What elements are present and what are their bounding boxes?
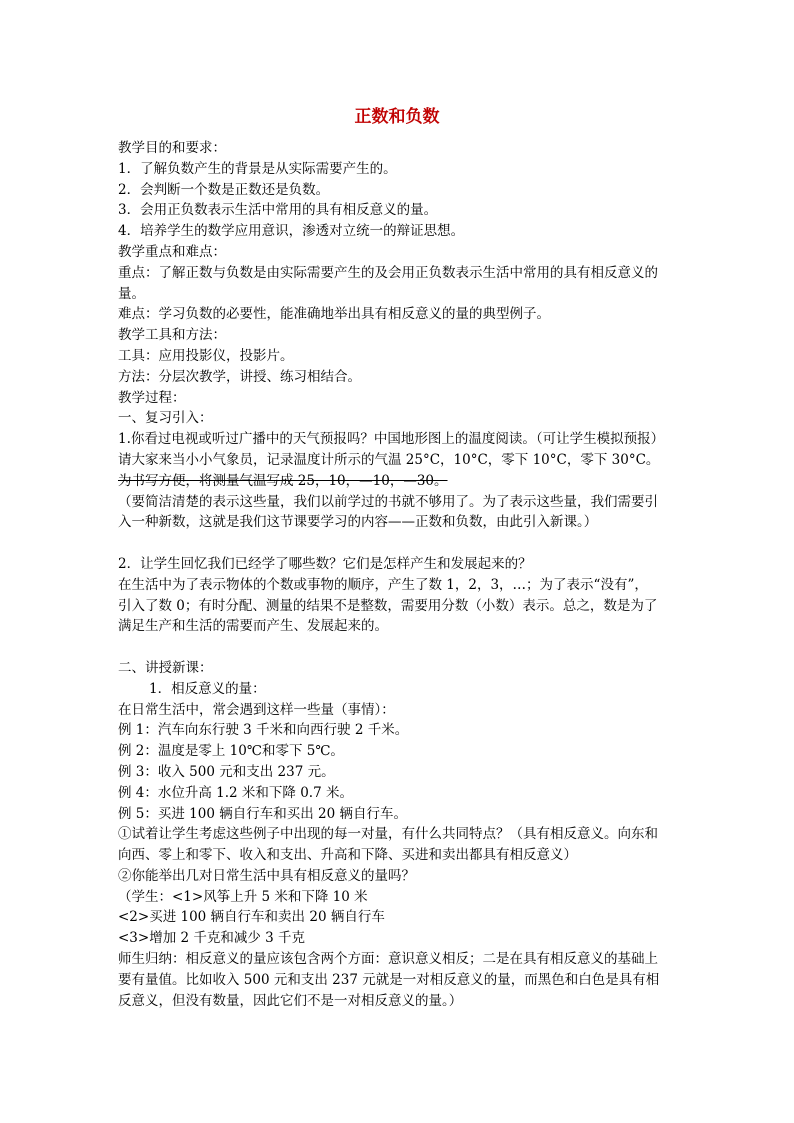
text-line: 3．会用正负数表示生活中常用的具有相反意义的量。 bbox=[118, 202, 438, 219]
example-line: 例 1：汽车向东行驶 3 千米和向西行驶 2 千米。 bbox=[118, 722, 409, 739]
example-line: 例 2：温度是零上 10℃和零下 5℃。 bbox=[118, 743, 344, 760]
text-line: 引入了数 0；有时分配、测量的结果不是整数，需要用分数（小数）表示。总之，数是为了 bbox=[118, 597, 658, 614]
subsection-heading: 1．相反意义的量： bbox=[149, 680, 266, 697]
text-line: 入一种新数，这就是我们这节课要学习的内容——正数和负数，由此引入新课。） bbox=[118, 514, 598, 531]
text-line: 反意义，但没有数量，因此它们不是一对相反意义的量。） bbox=[118, 992, 463, 1009]
text-line: 量。 bbox=[118, 285, 145, 302]
text-line: 1.你看过电视或听过广播中的天气预报吗？中国地形图上的温度阅读。（可让学生模拟预报） bbox=[118, 431, 665, 448]
section-heading: 二、讲授新课： bbox=[118, 659, 213, 676]
page-title: 正数和负数 bbox=[354, 107, 440, 127]
text-line: 方法：分层次教学，讲授、练习相结合。 bbox=[118, 368, 361, 385]
text-line: 师生归纳：相反意义的量应该包含两个方面：意识意义相反；二是在具有相反意义的基础上 bbox=[118, 951, 658, 968]
text-line: ①试着让学生考虑这些例子中出现的每一对量，有什么共同特点？（具有相反意义。向东和 bbox=[118, 826, 658, 843]
text-line: 在日常生活中，常会遇到这样一些量（事情）： bbox=[118, 701, 395, 718]
text-line: <3>增加 2 千克和减少 3 千克 bbox=[118, 930, 306, 947]
text-line: 工具：应用投影仪，投影片。 bbox=[118, 347, 294, 364]
example-line: 例 3：收入 500 元和支出 237 元。 bbox=[118, 763, 335, 780]
text-line: 教学过程： bbox=[118, 389, 186, 406]
struck-text-line: 为书写方便，将测量气温写成 25，10，—10，—30。 bbox=[118, 472, 448, 489]
text-line: 难点：学习负数的必要性，能准确地举出具有相反意义的量的典型例子。 bbox=[118, 306, 550, 323]
text-line: 2．会判断一个数是正数还是负数。 bbox=[118, 181, 330, 198]
text-line: 教学目的和要求： bbox=[118, 140, 226, 156]
text-line: 满足生产和生活的需要而产生、发展起来的。 bbox=[118, 618, 388, 635]
text-line: ②你能举出几对日常生活中具有相反意义的量吗？ bbox=[118, 867, 415, 884]
text-line: 教学工具和方法： bbox=[118, 327, 226, 344]
example-line: 例 4：水位升高 1.2 米和下降 0.7 米。 bbox=[118, 784, 353, 801]
text-line: 教学重点和难点： bbox=[118, 243, 226, 260]
text-line: （要简洁清楚的表示这些量，我们以前学过的书就不够用了。为了表示这些量，我们需要引 bbox=[118, 493, 658, 510]
document-body bbox=[118, 138, 680, 1011]
text-line: （学生：<1>风筝上升 5 米和下降 10 米 bbox=[118, 888, 368, 905]
text-line: 要有量值。比如收入 500 元和支出 237 元就是一对相反意义的量，而黑色和白色是具有相 bbox=[118, 971, 660, 988]
text-line: 一、复习引入： bbox=[118, 410, 213, 427]
text-line: 在生活中为了表示物体的个数或事物的顺序，产生了数 1，2，3，…；为了表示“没有”， bbox=[118, 576, 648, 593]
text-line: 2．让学生回忆我们已经学了哪些数？它们是怎样产生和发展起来的？ bbox=[118, 555, 532, 572]
text-line: <2>买进 100 辆自行车和卖出 20 辆自行车 bbox=[118, 909, 385, 926]
blank-line bbox=[118, 533, 680, 554]
text-line: 向西、零上和零下、收入和支出、升高和下降、买进和卖出都具有相反意义） bbox=[118, 847, 577, 864]
text-line: 重点：了解正数与负数是由实际需要产生的及会用正负数表示生活中常用的具有相反意义的 bbox=[118, 264, 658, 281]
text-line: 4．培养学生的数学应用意识，渗透对立统一的辩证思想。 bbox=[118, 223, 465, 240]
text-line: 请大家来当小小气象员，记录温度计所示的气温 25°C，10°C，零下 10°C，零下 30°C。 bbox=[118, 451, 660, 468]
blank-line bbox=[118, 637, 680, 658]
text-line: 1．了解负数产生的背景是从实际需要产生的。 bbox=[118, 160, 397, 177]
example-line: 例 5：买进 100 辆自行车和买出 20 辆自行车。 bbox=[118, 805, 407, 822]
